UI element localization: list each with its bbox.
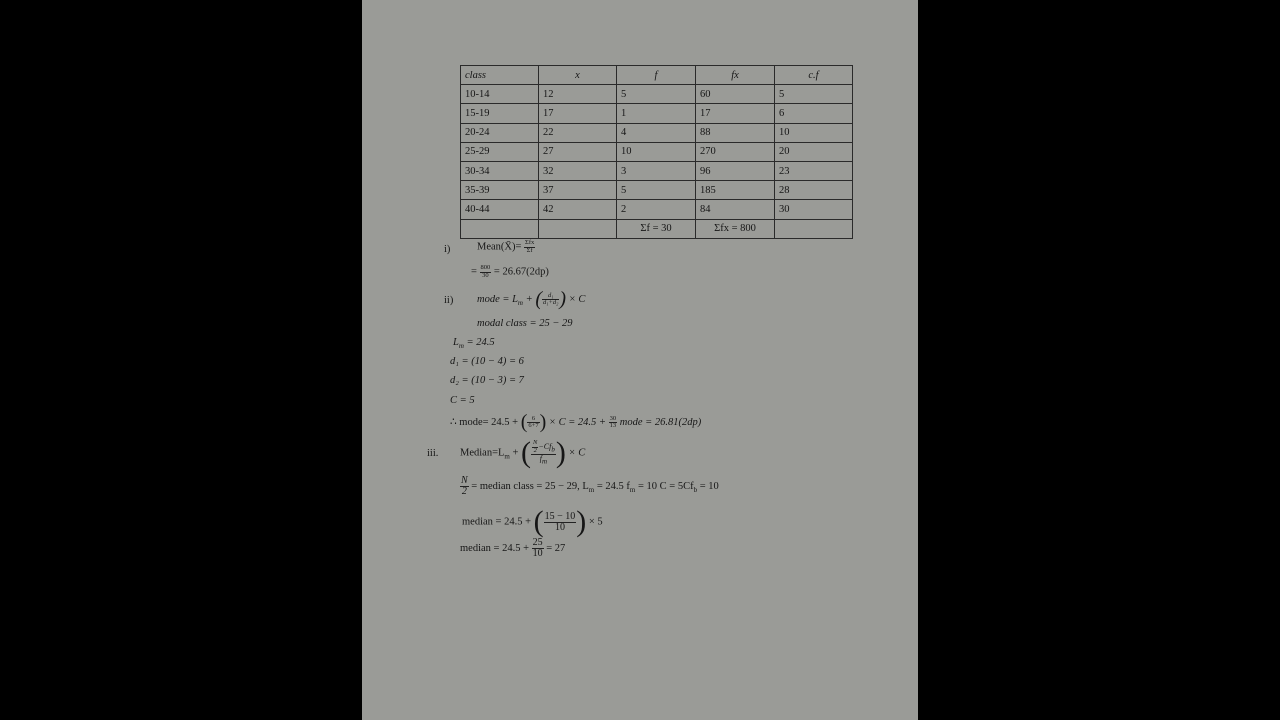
median-formula-lhs: Median=L [460, 447, 505, 459]
mode-c: C = 5 [450, 395, 475, 406]
median-final-numerator: 25 [532, 537, 543, 548]
table-row [461, 181, 853, 200]
mode-formula [477, 288, 585, 311]
median-final-fraction [532, 538, 544, 559]
median-outer-den-sub: m [542, 457, 548, 466]
table-cell: 185 [696, 181, 775, 200]
mode-lm-value: = 24.5 [466, 337, 495, 348]
median-inner-sub: b [551, 445, 555, 454]
table-cell: 10 [775, 123, 853, 142]
median-class-line [460, 476, 719, 497]
mode-final-result: mode = 26.81(2dp) [619, 416, 702, 428]
table-row [461, 161, 853, 180]
table-cell [461, 219, 539, 238]
table-cell: 2 [617, 200, 696, 219]
mean-label: i) [444, 244, 451, 255]
table-cell [539, 219, 617, 238]
median-calculation [462, 505, 603, 539]
mode-final-pre: ∴ mode= 24.5 + [450, 416, 519, 428]
mode-final-fraction-2 [609, 416, 618, 430]
table-cell: 96 [696, 161, 775, 180]
table-row [461, 104, 853, 123]
median-line2-text4: = 10 [699, 480, 719, 492]
median-formula-fraction [531, 440, 556, 466]
median-final [460, 538, 565, 559]
mode-formula-open-paren: ( [535, 288, 542, 310]
table-cell: 40-44 [461, 200, 539, 219]
median-calc-numerator: 15 − 10 [544, 510, 576, 522]
mean-formula-lhs: Mean(X̄)= [477, 241, 522, 253]
mode-d1: d₁ = (10 − 4) = 6 [450, 356, 524, 367]
mode-final-open-paren: ( [520, 411, 528, 433]
table-row [461, 85, 853, 104]
mode-formula-plus: + [525, 293, 533, 305]
table-cell: Σfx = 800 [696, 219, 775, 238]
table-row [461, 123, 853, 142]
table-cell: 4 [617, 123, 696, 142]
mode-lm [453, 337, 495, 350]
table-cell: 5 [617, 85, 696, 104]
median-final-pre: median = 24.5 + [460, 542, 529, 554]
document-page [362, 0, 918, 720]
median-formula-sub: m [504, 452, 510, 461]
mode-formula-sub: m [517, 299, 523, 307]
median-2: 2 [461, 486, 467, 497]
mode-final-close-paren: ) [539, 411, 547, 433]
median-inner-minus: −Cf [538, 442, 552, 452]
table-cell: 28 [775, 181, 853, 200]
median-n: N [461, 475, 468, 486]
mode-final-denominator: 6+7 [528, 422, 539, 429]
mode-lm-symbol: L [453, 337, 459, 348]
table-cell: 15-19 [461, 104, 539, 123]
table-row [461, 200, 853, 219]
mode-final-numerator-2: 30 [609, 414, 617, 422]
median-line2-text3: = 10 C = 5Cf [638, 480, 694, 492]
median-formula-open-paren: ( [521, 436, 532, 469]
median-calc-open-paren: ( [533, 505, 544, 538]
median-formula [460, 436, 585, 470]
table-cell: Σf = 30 [617, 219, 696, 238]
median-formula-numerator [531, 440, 556, 455]
median-line2-sub3: b [693, 486, 698, 494]
mean-result: = 26.67(2dp) [493, 266, 549, 278]
table-header-cell: f [617, 66, 696, 85]
mean-formula [477, 240, 535, 254]
table-cell: 5 [775, 85, 853, 104]
mean-calc-equals: = [471, 266, 477, 278]
mode-final-numerator: 6 [527, 416, 539, 424]
median-outer-den: f [539, 454, 543, 464]
table-cell: 35-39 [461, 181, 539, 200]
table-cell: 270 [696, 142, 775, 161]
median-inner-denominator: 2 [533, 446, 537, 454]
table-cell: 42 [539, 200, 617, 219]
median-final-denominator: 10 [532, 548, 543, 559]
median-formula-denominator [531, 455, 556, 466]
mean-formula-numerator: Σfx [525, 239, 535, 246]
table-cell: 37 [539, 181, 617, 200]
table-cell: 20 [775, 142, 853, 161]
median-inner-numerator: N [533, 439, 538, 447]
table-header-cell: class [461, 66, 539, 85]
median-final-tail: = 27 [546, 542, 566, 554]
mean-formula-denominator: Σf [526, 246, 533, 254]
modal-class: modal class = 25 − 29 [477, 318, 573, 329]
median-formula-tail: × C [568, 447, 586, 459]
table-cell: 1 [617, 104, 696, 123]
mean-calc-denominator: 30 [482, 271, 489, 279]
median-label: iii. [427, 448, 439, 459]
table-header-cell: fx [696, 66, 775, 85]
table-cell: 3 [617, 161, 696, 180]
table-cell: 60 [696, 85, 775, 104]
table-cell [775, 219, 853, 238]
median-line2-text: = median class = 25 − 29, L [471, 480, 589, 492]
median-n-over-2 [460, 476, 469, 497]
mode-formula-numerator: d₁ [542, 293, 559, 301]
table-cell: 30 [775, 200, 853, 219]
table-cell: 84 [696, 200, 775, 219]
table-header-cell: c.f [775, 66, 853, 85]
table-cell: 30-34 [461, 161, 539, 180]
median-line2-sub: m [588, 486, 595, 494]
table-cell: 17 [696, 104, 775, 123]
mean-calc-numerator: 800 [480, 264, 491, 271]
median-calc-close-paren: ) [576, 505, 587, 538]
mode-formula-denominator: d₁+d₂ [543, 299, 559, 306]
table-cell: 10-14 [461, 85, 539, 104]
mode-lm-sub: m [458, 342, 464, 351]
table-cell: 32 [539, 161, 617, 180]
mode-final-fraction [527, 416, 539, 430]
mode-d2: d₂ = (10 − 3) = 7 [450, 375, 524, 386]
median-calc-pre: median = 24.5 + [462, 516, 531, 528]
median-calc-fraction [544, 512, 577, 533]
median-line2-text2: = 24.5 f [596, 480, 630, 492]
mean-calc-fraction [480, 265, 492, 279]
table-header-cell: x [539, 66, 617, 85]
mean-calculation [471, 265, 549, 279]
mode-formula-tail: × C [568, 293, 586, 305]
table-cell: 17 [539, 104, 617, 123]
mode-label: ii) [444, 295, 454, 306]
mode-formula-close-paren: ) [559, 288, 567, 310]
table-cell: 88 [696, 123, 775, 142]
mode-final [450, 411, 701, 434]
table-cell: 12 [539, 85, 617, 104]
median-calc-tail: × 5 [588, 516, 603, 528]
table-cell: 6 [775, 104, 853, 123]
table-cell: 22 [539, 123, 617, 142]
table-cell: 25-29 [461, 142, 539, 161]
table-row [461, 142, 853, 161]
median-formula-plus: + [512, 447, 519, 459]
table-cell: 10 [617, 142, 696, 161]
mode-formula-fraction [542, 293, 559, 307]
table-cell: 27 [539, 142, 617, 161]
median-formula-close-paren: ) [555, 436, 566, 469]
table-cell: 20-24 [461, 123, 539, 142]
table-header-row [461, 66, 853, 85]
table-totals-row [461, 219, 853, 238]
median-calc-denominator: 10 [554, 521, 565, 533]
frequency-table [460, 65, 853, 239]
mean-formula-fraction [524, 240, 535, 254]
mode-formula-lhs: mode = L [477, 293, 518, 305]
table-cell: 23 [775, 161, 853, 180]
mode-final-mid: × C = 24.5 + [548, 416, 607, 428]
median-line2-sub2: m [629, 486, 636, 494]
mode-final-denominator-2: 13 [609, 422, 617, 429]
table-cell: 5 [617, 181, 696, 200]
